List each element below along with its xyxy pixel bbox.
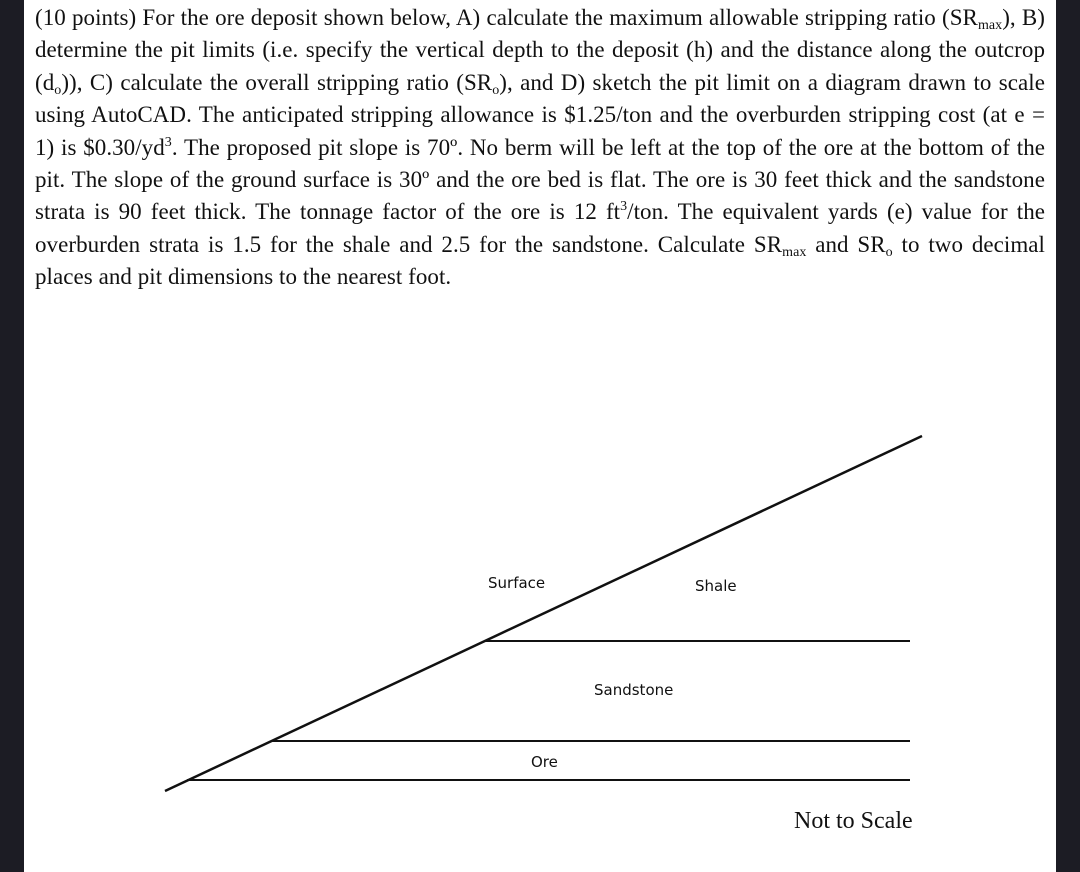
ore-label: Ore bbox=[531, 753, 558, 771]
not-to-scale-note: Not to Scale bbox=[794, 808, 913, 834]
subscript-o: o bbox=[54, 82, 62, 98]
sandstone-label: Sandstone bbox=[594, 681, 674, 699]
problem-text-part-8: to two decimal places and pit dimensions to the nearest foot. bbox=[35, 231, 1045, 290]
surface-label: Surface bbox=[488, 574, 546, 592]
ore-deposit-diagram bbox=[24, 0, 1056, 872]
subscript-max: max bbox=[977, 18, 1003, 33]
superscript-3: 3 bbox=[164, 134, 172, 150]
problem-text-part-6: /ton. The equivalent yards (e) value for the overburden strata is 1.5 for the shale and 2.5 for the sandstone. Calculate SR bbox=[35, 199, 1046, 257]
problem-text-part-3: )), C) calculate the overall stripping ratio (SR bbox=[61, 69, 493, 95]
problem-text-part-7: and SR bbox=[806, 231, 886, 257]
problem-text-part-5: . The proposed pit slope is 70º. No berm will be left at the top of the ore at the bottom of the pit. The slope of the ground surface is 30º and the ore bed is flat. The ore is 30 feet thick and the sandstone strata is 90 feet thick. The tonnage factor of the ore is 12 ft bbox=[35, 134, 1046, 225]
subscript-o: o bbox=[492, 82, 500, 98]
problem-text-part-4: ), and D) sketch the pit limit on a diagram drawn to scale using AutoCAD. The anticipated stripping allowance is $1.25/ton and the overburden stripping cost (at e = 1) is $0.30/yd bbox=[35, 69, 1045, 160]
problem-text-part-1: (10 points) For the ore deposit shown below, A) calculate the maximum allowable stripping ratio (SR bbox=[35, 5, 978, 30]
problem-text-part-2: ), B) determine the pit limits (i.e. specify the vertical depth to the deposit (h) and the distance along the outcrop (d bbox=[35, 5, 1045, 95]
subscript-max: max bbox=[782, 244, 807, 260]
problem-page bbox=[24, 0, 1056, 872]
shale-label: Shale bbox=[695, 577, 737, 595]
subscript-o: o bbox=[885, 244, 893, 260]
ground-surface-line bbox=[165, 436, 922, 791]
superscript-3: 3 bbox=[620, 199, 628, 215]
